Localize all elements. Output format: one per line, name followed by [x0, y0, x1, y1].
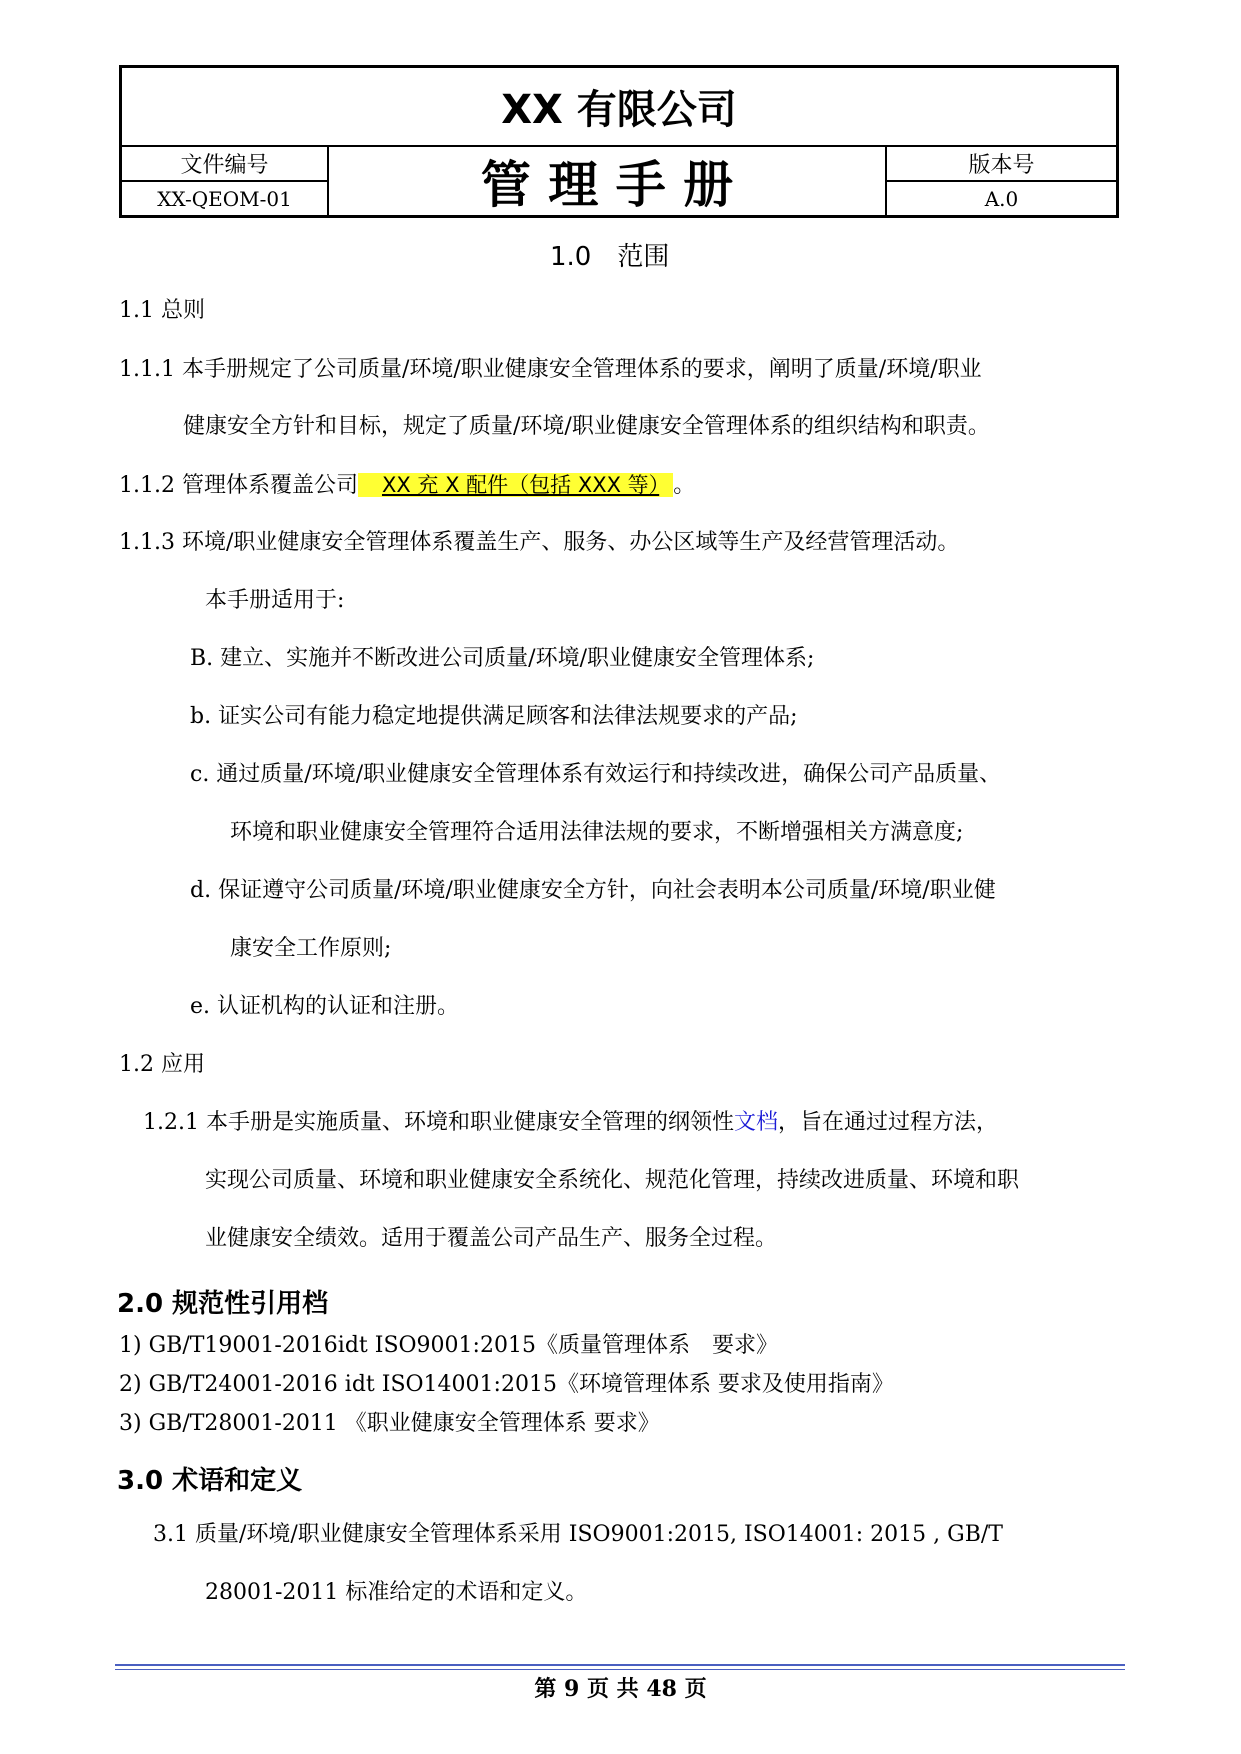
para-1-2-1-line2: 实现公司质量、环境和职业健康安全系统化、规范化管理，持续改进质量、环境和职 — [205, 1168, 1020, 1193]
para-1-1-2-suffix: 。 — [673, 473, 696, 498]
manual-title: 管 理 手 册 — [480, 156, 734, 214]
page-number: 第 9 页 共 48 页 — [534, 1676, 707, 1702]
para-1-1-1-line1: 1.1.1 本手册规定了公司质量/环境/职业健康安全管理体系的要求，阐明了质量/环境/职业 — [119, 357, 982, 382]
list-item-e: e. 认证机构的认证和注册。 — [190, 994, 460, 1019]
scope-highlight: XX 充 X 配件（包括 XXX 等） — [358, 473, 673, 497]
reference-item: 2) GB/T24001-2016 idt ISO14001:2015《环境管理体系 要求及使用指南》 — [119, 1372, 894, 1397]
company-name: XX 有限公司 — [501, 87, 737, 133]
version-label: 版本号 — [968, 153, 1035, 178]
doc-number-label: 文件编号 — [180, 153, 269, 178]
para-1-2-1-prefix: 1.2.1 本手册是实施质量、环境和职业健康安全管理的纲领性 — [143, 1110, 734, 1135]
heading-1-1: 1.1 总则 — [119, 298, 205, 323]
para-1-1-1-line2: 健康安全方针和目标，规定了质量/环境/职业健康安全管理体系的组织结构和职责。 — [183, 414, 990, 439]
para-1-2-1-line1 — [143, 1108, 998, 1138]
footer-rule — [115, 1669, 1125, 1670]
section-2-title: 2.0 规范性引用档 — [117, 1289, 329, 1319]
list-item-b: b. 证实公司有能力稳定地提供满足顾客和法律法规要求的产品; — [190, 704, 798, 729]
para-1-1-2-prefix: 1.1.2 管理体系覆盖公司 — [119, 473, 358, 498]
document-header-table — [119, 65, 1119, 218]
para-1-1-2 — [119, 470, 695, 501]
applies-to-label: 本手册适用于: — [205, 588, 345, 613]
document-link[interactable]: 文档 — [733, 1110, 778, 1135]
list-item-c-line1: c. 通过质量/环境/职业健康安全管理体系有效运行和持续改进，确保公司产品质量、 — [190, 762, 1002, 787]
list-item-d-line1: d. 保证遵守公司质量/环境/职业健康安全方针，向社会表明本公司质量/环境/职业健 — [190, 878, 996, 903]
section-3-title: 3.0 术语和定义 — [117, 1466, 303, 1496]
reference-item: 1) GB/T19001-2016idt ISO9001:2015《质量管理体系 要求》 — [119, 1333, 778, 1358]
footer-rule — [115, 1664, 1125, 1666]
para-1-1-3: 1.1.3 环境/职业健康安全管理体系覆盖生产、服务、办公区域等生产及经营管理活动。 — [119, 530, 960, 555]
para-3-1-line2: 28001-2011 标准给定的术语和定义。 — [205, 1580, 588, 1605]
doc-number-value: XX-QEOM-01 — [157, 186, 292, 211]
para-1-2-1-line3: 业健康安全绩效。适用于覆盖公司产品生产、服务全过程。 — [205, 1226, 778, 1251]
para-3-1-line1: 3.1 质量/环境/职业健康安全管理体系采用 ISO9001:2015, ISO14001: 2015 , GB/T — [153, 1522, 1003, 1547]
list-item-B: B. 建立、实施并不断改进公司质量/环境/职业健康安全管理体系; — [190, 646, 815, 671]
version-value: A.0 — [984, 186, 1019, 211]
reference-item: 3) GB/T28001-2011 《职业健康安全管理体系 要求》 — [119, 1411, 660, 1436]
heading-1-2: 1.2 应用 — [119, 1052, 205, 1077]
para-1-2-1-suffix: ，旨在通过过程方法， — [778, 1110, 999, 1135]
section-1-title: 1.0 范围 — [550, 242, 670, 272]
list-item-c-line2: 环境和职业健康安全管理符合适用法律法规的要求，不断增强相关方满意度; — [230, 820, 964, 845]
list-item-d-line2: 康安全工作原则; — [230, 936, 392, 961]
